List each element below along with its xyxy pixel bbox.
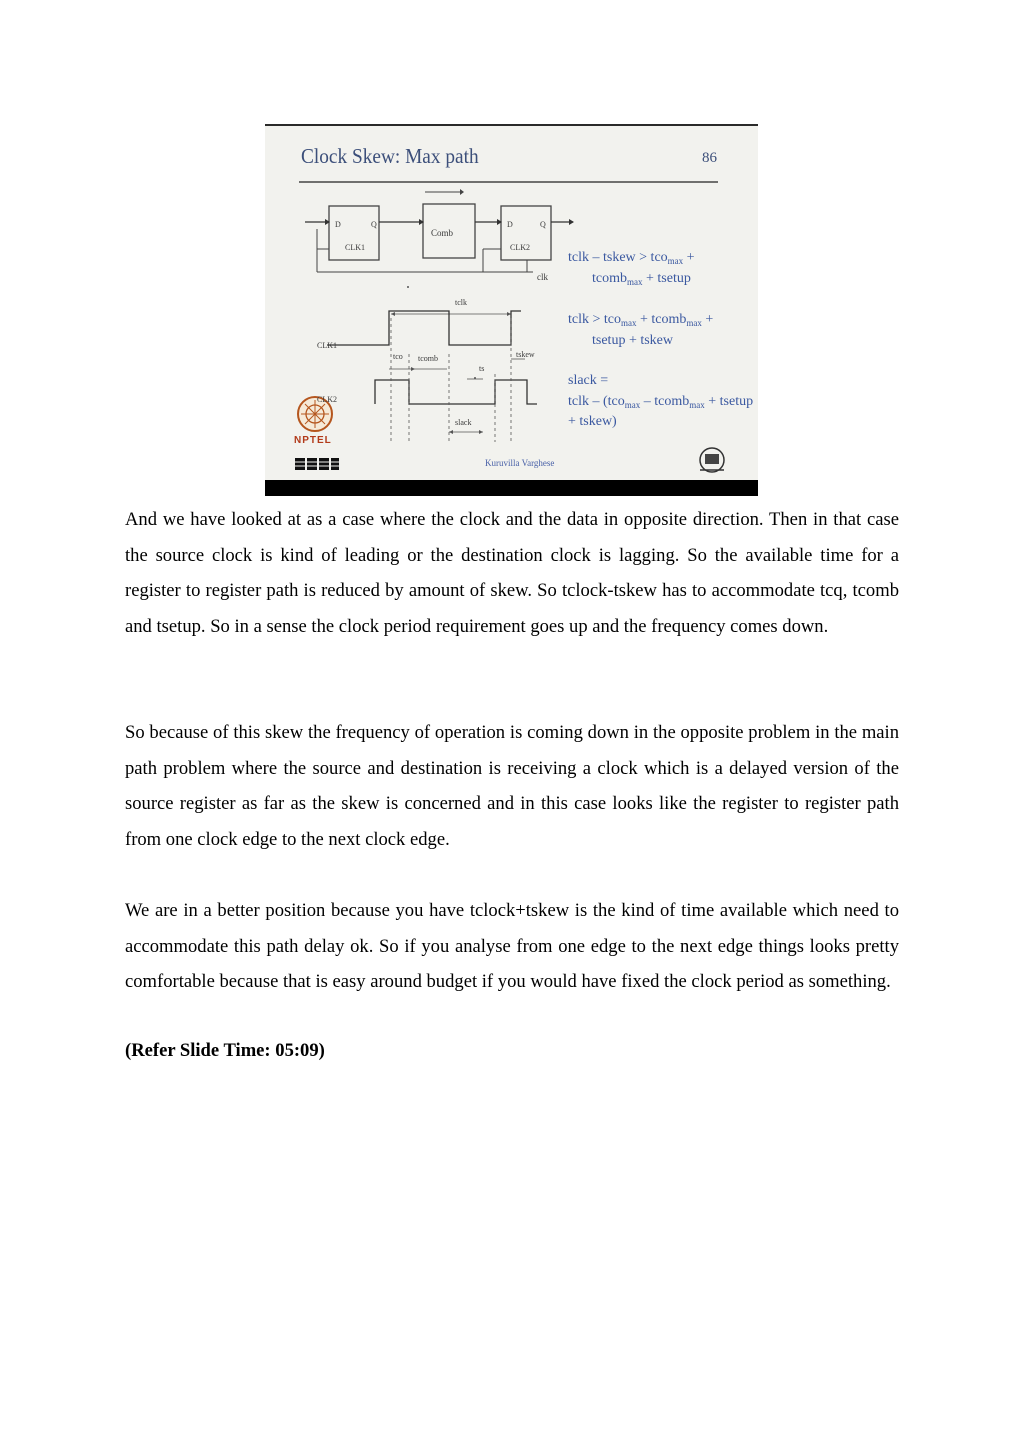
- clk-net-label: clk: [537, 272, 548, 282]
- clk2-waveform: [375, 380, 537, 404]
- tco-label: tco: [393, 352, 403, 361]
- equation-3-line-3: + tskew): [568, 414, 617, 429]
- transcript-paragraph: And we have looked at as a case where the clock and the data in opposite direction. Then in that case the source clock is kind of leading or the destination clock is lagging. So the available time for a register to register path is reduced by amount of skew. So tclock-tskew has to accommodate tcq, tcomb and tsetup. So in a sense the clock period requirement goes up and the frequency comes down.: [125, 509, 899, 637]
- ff1-clk-label: CLK1: [345, 243, 365, 252]
- ts-label: ts: [479, 364, 485, 373]
- slide-number: 86: [702, 150, 717, 166]
- dese-logo-icon: [295, 458, 339, 470]
- tclk-label: tclk: [455, 298, 467, 307]
- ff2-clk-label: CLK2: [510, 243, 530, 252]
- tcomb-label: tcomb: [418, 354, 438, 363]
- clk2-timing-label: CLK2: [317, 395, 337, 404]
- ff1-d-label: D: [335, 220, 341, 229]
- transcript-paragraph: So because of this skew the frequency of operation is coming down in the opposite problem in the main path problem where the source and destination is receiving a clock which is a delayed version of the source register as far as the skew is concerned and in this case looks like the register to register path from one clock edge to the next clock edge.: [125, 722, 899, 850]
- iisc-emblem-icon: [700, 448, 724, 472]
- clk1-waveform: [327, 311, 521, 345]
- ff2-q-label: Q: [540, 220, 546, 229]
- tskew-label: tskew: [516, 350, 535, 359]
- equation-2-line-2: tsetup + tskew: [592, 333, 673, 348]
- clk1-timing-label: CLK1: [317, 341, 337, 350]
- equation-1-line-1: tclk – tskew > tco$_{max}$ +: [568, 250, 695, 266]
- slack-label: slack: [455, 418, 472, 427]
- slide-bottom-bar: [265, 480, 758, 496]
- slide-author: Kuruvilla Varghese: [485, 458, 555, 468]
- comb-label: Comb: [431, 228, 454, 238]
- ff2-d-label: D: [507, 220, 513, 229]
- refer-slide-time: (Refer Slide Time: 05:09): [125, 1040, 325, 1061]
- equation-3-line-2: tclk – (tco$_{max}$ – tcomb$_{max}$ + tsetup: [568, 394, 754, 410]
- equation-3-line-1: slack =: [568, 373, 609, 388]
- transcript-paragraph: We are in a better position because you have tclock+tskew is the kind of time available which need to accommodate this path delay ok. So if you analyse from one edge to the next edge things looks pretty comfortable because that is easy around budget if you would have fixed the clock period as something.: [125, 900, 899, 993]
- slide-title: Clock Skew: Max path: [301, 144, 479, 168]
- equation-1-line-2: tcomb$_{max}$ + tsetup: [592, 271, 691, 287]
- equation-2-line-1: tclk > tco$_{max}$ + tcomb$_{max}$ +: [568, 312, 714, 328]
- ff1-q-label: Q: [371, 220, 377, 229]
- lecture-slide-image: [265, 124, 758, 496]
- nptel-logo-text: NPTEL: [294, 435, 332, 446]
